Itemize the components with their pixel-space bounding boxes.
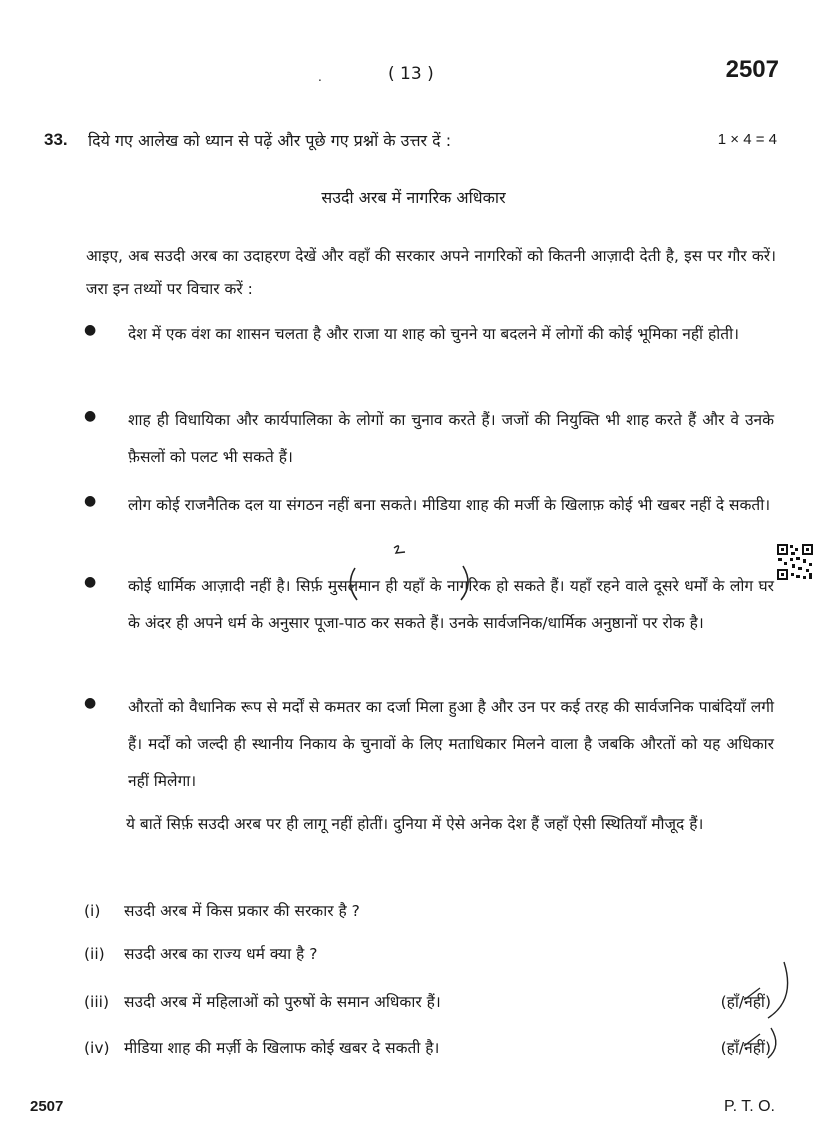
question-instruction: दिये गए आलेख को ध्यान से पढ़ें और पूछे गए प्रश्नों के उत्तर दें : [88,131,452,150]
bullet-marker: ● [84,322,97,338]
please-turn-over: P. T. O. [724,1098,775,1115]
bullet-marker: ● [84,695,97,711]
bullet-item: शाह ही विधायिका और कार्यपालिका के लोगों का चुनाव करते हैं। जजों की नियुक्ति भी शाह करते हैं और वे उनके फ़ैसलों को पलट भी सकते हैं। [128,411,774,466]
sub-question-answer-choice: (हाँ/नहीं) [720,993,771,1011]
sub-question [84,899,360,921]
sub-question [84,990,441,1012]
sub-question [84,1036,439,1058]
passage-title: सउदी अरब में नागरिक अधिकार [321,188,506,207]
passage-intro: आइए, अब सउदी अरब का उदाहरण देखें और वहाँ की सरकार अपने नागरिकों को कितनी आज़ादी देती है, इस पर गौर करें। जरा इन तथ्यों पर विचार करें : [86,247,776,298]
paper-code-top: 2507 [725,56,779,83]
question-number: 33. [44,130,68,149]
qr-code-icon [776,543,814,581]
sub-question-label: (iii) [84,993,110,1011]
sub-question-text: सउदी अरब में महिलाओं को पुरुषों के समान अधिकार हैं। [124,993,441,1011]
bullet-marker: ● [84,574,97,590]
bullet-marker: ● [84,408,97,424]
sub-question-text: सउदी अरब का राज्य धर्म क्या है ? [124,945,318,963]
sub-question-label: (iv) [84,1039,110,1057]
stray-dot: . [318,70,322,84]
sub-question-text: मीडिया शाह की मर्ज़ी के खिलाफ कोई खबर दे सकती है। [124,1039,440,1057]
passage-closing: ये बातें सिर्फ़ सउदी अरब पर ही लागू नहीं होतीं। दुनिया में ऐसे अनेक देश हैं जहाँ ऐसी स्थितियाँ मौजूद हैं। [126,815,704,833]
bullet-marker: ● [84,493,97,509]
sub-question-text: सउदी अरब में किस प्रकार की सरकार है ? [124,902,360,920]
paper-code-bottom: 2507 [30,1098,64,1115]
bullet-item: लोग कोई राजनैतिक दल या संगठन नहीं बना सकते। मीडिया शाह की मर्जी के खिलाफ़ कोई भी खबर नहीं दे सकती। [128,496,771,514]
question-marks: 1 × 4 = 4 [717,131,777,148]
bullet-item: देश में एक वंश का शासन चलता है और राजा या शाह को चुनने या बदलने में लोगों की कोई भूमिका नहीं होती। [128,325,739,343]
page-number: ( 13 ) [388,64,434,84]
bullet-item: कोई धार्मिक आज़ादी नहीं है। सिर्फ़ मुसलमान ही यहाँ के नागरिक हो सकते हैं। यहाँ रहने वाले दूसरे धर्मों के लोग घर के अंदर ही अपने धर्म के अनुसार पूजा-पाठ कर सकते हैं। उनके सार्वजनिक/धार्मिक अनुष्ठानों पर रोक है। [128,577,774,632]
bullet-item: औरतों को वैधानिक रूप से मर्दों से कमतर का दर्जा मिला हुआ है और उन पर कई तरह की सार्वजनिक पाबंदियाँ लगी हैं। मर्दों को जल्दी ही स्थानीय निकाय के चुनावों के लिए मताधिकार मिलने वाला है जबकि औरतों को यह अधिकार नहीं मिलेगा। [128,698,774,790]
sub-question-label: (ii) [84,945,105,963]
sub-question-answer-choice: (हाँ/नहीं) [720,1039,771,1057]
sub-question-label: (i) [84,902,101,920]
sub-question [84,942,317,964]
